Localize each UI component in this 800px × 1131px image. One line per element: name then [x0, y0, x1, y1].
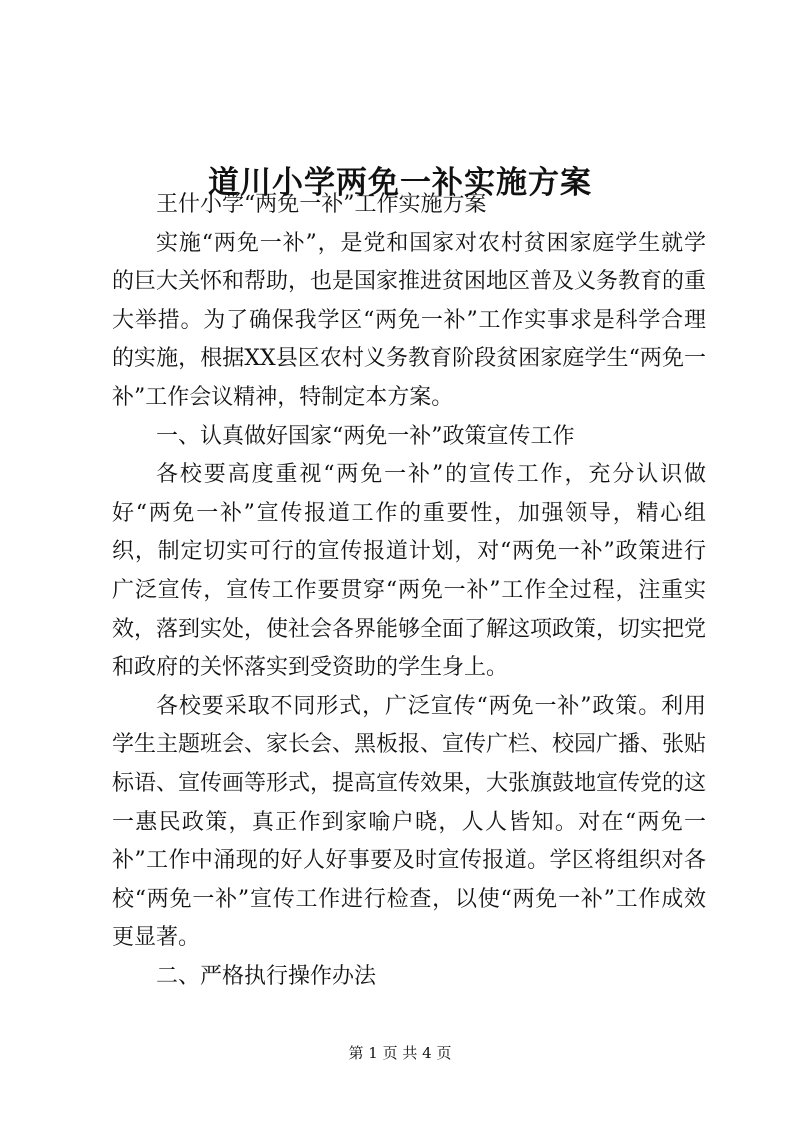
paragraph-section-1-a: 各校要高度重视“两免一补”的宣传工作，充分认识做好“两免一补”宣传报道工作的重要性，加强领导，精心组织，制定切实可行的宣传报道计划，对“两免一补”政策进行广泛宣传，宣传工作要贯穿“两免一补”工作全过程，注重实效，落到实处，使社会各界能够全面了解这项政策，切实把党和政府的关怀落实到受资助的学生身上。 [112, 462, 707, 681]
document-title: 道川小学两免一补实施方案 [208, 164, 592, 201]
paragraph-section-1-b: 各校要采取不同形式，广泛宣传“两免一补”政策。利用学生主题班会、家长会、黑板报、宣传广栏、校园广播、张贴标语、宣传画等形式，提高宣传效果，大张旗鼓地宣传党的这一惠民政策，真正作到家喻户晓，人人皆知。对在“两免一补”工作中涌现的好人好事要及时宣传报道。学区将组织对各校“两免一补”宣传工作进行检查，以使“两免一补”工作成效更显著。 [112, 693, 707, 951]
page-number-footer: 第 1 页 共 4 页 [348, 1044, 452, 1062]
document-body [112, 186, 706, 996]
paragraph-subtitle: 王什小学“两免一补”工作实施方案 [156, 192, 487, 217]
section-heading-2: 二、严格执行操作办法 [156, 963, 377, 989]
section-heading-1: 一、认真做好国家“两免一补”政策宣传工作 [156, 423, 575, 449]
paragraph-intro: 实施“两免一补”，是党和国家对农村贫困家庭学生就学的巨大关怀和帮助，也是国家推进贫困地区普及义务教育的重大举措。为了确保我学区“两免一补”工作实事求是科学合理的实施，根据XX县区农村义务教育阶段贫困家庭学生“两免一补”工作会议精神，特制定本方案。 [112, 230, 707, 410]
